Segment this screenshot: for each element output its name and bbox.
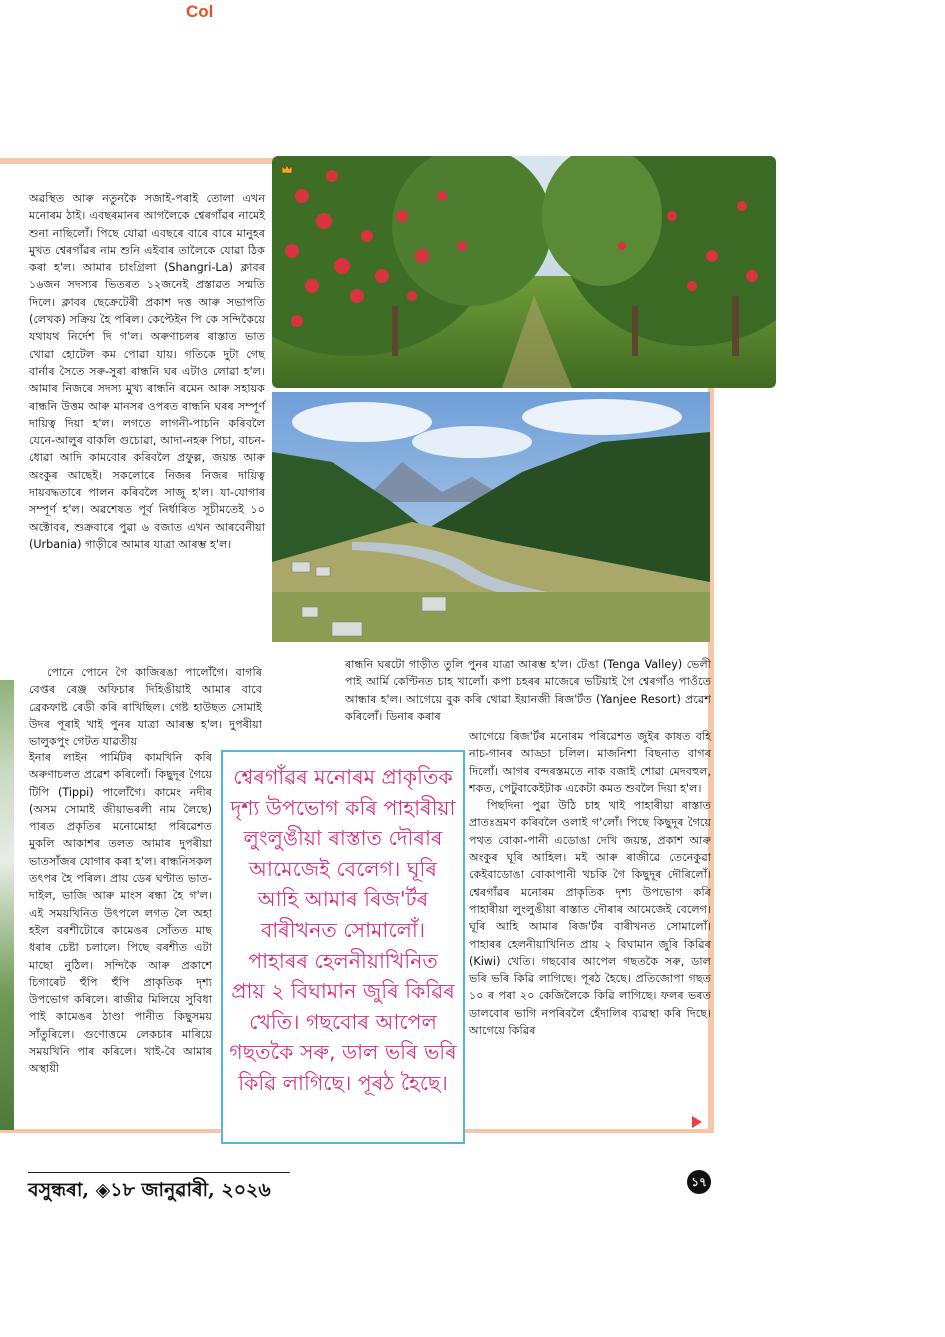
apple-orchard-illustration [272, 156, 776, 388]
paragraph: অৱস্থিত আৰু নতুনকৈ সজাই-পৰাই তোলা এখন মনোৰম ঠাই। এবছৰমানৰ আগলৈকে শ্বেৰগাঁৱৰ নামেই শুনা নাছিলোঁ। পিছে যোৱা এবছৰে বাৰে বাৰে মানুহৰ মুখত শ্বেৰগাঁৱৰ নাম শুনি এইবাৰ তালৈকে যোৱা ঠিক কৰা হ'ল। আমাৰ চাংগ্ৰিলা (Shangri-La) ক্লাবৰ ১৬জন সদস্যৰ ভিতৰত ১২জনেই প্ৰস্তাৱত সন্মতি দিলে। ক্লাবৰ ছেক্ৰেটেৰী প্ৰকাশ দত্ত আৰু সভাপতি (লেখক) সক্ৰিয় হৈ পৰিল। কেপ্টেইন পি কে সন্দিকৈয়ে যথাযথ নিৰ্দেশ দি গ'ল। অৰুণাচলৰ ৰাস্তাত ভাত খোৱা হোটেল কম পোৱা যায়। গতিকে দুটা গেছ বাৰ্নাৰ সৈতে সৰু-সুৰা ৰান্ধনি ঘৰ এটাও লোৱা হ'ল। আমাৰ নিজৰে সদস্য মুখ্য ৰান্ধনি ৰমেন আৰু সহায়ক ৰান্ধনি উত্তম আৰু মানসৰ ওপৰত ৰান্ধনি ঘৰৰ সম্পূৰ্ণ দায়িত্ব দিয়া হ'ল। লগতে লাগনী-পাচনি কৰিবলৈ যেনে-আলুৰ বাকলি গুচোৱা, আদা-নহৰু পিচা, বাচন-ধোৱা আদি কামবোৰ কৰিবলৈ প্ৰফুল্ল, জয়ন্ত আৰু অংকুৰ আছেই। সকলোৰে নিজৰ নিজৰ দায়িত্ব দায়বদ্ধতাৰে পালন কৰিবলৈ সাজু হ'ল। যা-যোগাৰ সম্পূৰ্ণ হ'ল। অৱশেষত পূৰ্ব নিৰ্ধাৰিত সূচীমতেই ১০ অক্টোবৰ, শুক্ৰবাৰে পুৱা ৬ বজাত এখন আৰবেনীয়া (Urbania) গাড়ীৰে আমাৰ যাত্ৰা আৰম্ভ হ'ল। [29, 192, 265, 551]
article-column-3-top [345, 656, 711, 725]
paragraph: পিছদিনা পুৱা উঠি চাহ খাই পাহাৰীয়া ৰাস্তাত প্ৰাতঃভ্ৰমণ কৰিবলৈ ওলাই গ'লোঁ। পিছে কিছুদূৰ গৈয়ে পথত বোকা-পানী এডোঙা দেখি জয়ন্ত, প্ৰকাশ আৰু অংকুৰ ঘূৰি আহিল। মই আৰু ৰাজীৱে তেনেকুৱা কেইবাডোঙা বোকাপানী খচকি গৈ কিছুদূৰ দৌৰিলোঁ। শ্বেৰগাঁৱৰ মনোৰম প্ৰাকৃতিক দৃশ্য উপভোগ কৰি পাহাৰীয়া লুংলুঙীয়া ৰাস্তাত দৌৰাৰ আমেজেই বেলেগ। ঘূৰি আহি আমাৰ ৰিজ'ৰ্টৰ বাৰীখনত সোমালোঁ। পাহাৰৰ হেলনীয়াখিনিত প্ৰায় ২ বিঘামান জুৰি কিৱিৰ (Kiwi) খেতি। গছবোৰ আপেল গছতকৈ সৰু, ডাল ভৰি ভৰি কিৱি লাগিছে। পূৰঠ হৈছে। প্ৰতিজোপা গছত ১০ ৰ পৰা ২০ কেজিলৈকে কিৱি লাগিছে। ফলৰ ভৰত ডালবোৰ ভাগি নপৰিবলৈ হেঁদালিৰ ব্যৱস্থা কৰি দিছে। আগেয়ে কিৱিৰ [469, 799, 711, 1038]
footer-masthead [28, 1176, 271, 1208]
apple-orchard-photo [272, 156, 776, 388]
paragraph: ৰান্ধনি ঘৰটো গাড়ীত তুলি পুনৰ যাত্ৰা আৰম্ভ হ'ল। টেঙা (Tenga Valley) ভেলী পাই আৰ্মি কেণ্টিনত চাহ খালোঁ। কপা চহৰৰ মাজেৰে ভটিয়াই গৈ শ্বেৰগাঁও পাওঁতে আন্ধাৰ হ'ল। আগেয়ে বুক কৰি থোৱা ইয়ানজী ৰিজ'ৰ্টত (Yanjee Resort) প্ৰৱেশ কৰিলোঁ। ডিনাৰ কৰাৰ [345, 658, 711, 723]
paragraph: পোনে পোনে গৈ কাজিৰঙা পালোঁগৈ। বাগৰি বেপ্তৰ ৰেঞ্জ অফিচাৰ দিহিঙীয়াই আমাৰ বাবে ব্ৰেকফাষ্ট ৰেডী কৰি ৰাখিছিল। গেষ্ট হাউছত সোমাই উদৰ পূৰাই খাই পুনৰ যাত্ৰা আৰম্ভ হ'ল। দুপৰীয়া ভালুকপুং গেটত যাৱতীয় [29, 666, 262, 749]
article-column-2-top [29, 664, 262, 750]
paragraph: আগেয়ে ৰিজ'ৰ্টৰ মনোৰম পৰিৱেশত জুইৰ কাষত বহি নাচ-গানৰ আড্ডা চলিল। মাজনিশা বিছনাত বাগৰ দিলোঁ। আগৰ বন্দৰস্তমতে নাক বজাই শোৱা মেদবহুল, শকত, পেটুবাকেইটাক একেটা কমত শুবলৈ দিয়া হ'ল। [469, 730, 711, 795]
valley-illustration [272, 392, 710, 642]
section-label: Col [186, 2, 214, 21]
publication-name: বসুন্ধৰা, [28, 1179, 89, 1201]
article-column-2 [29, 749, 212, 1078]
pull-quote-box [221, 750, 465, 1144]
footer-rule [28, 1172, 290, 1173]
crown-icon [281, 163, 293, 175]
page-number: ১৭ [687, 1170, 711, 1194]
paragraph: ইনাৰ লাইন পাৰ্মিটৰ কামখিনি কৰি অৰুণাচলত প্ৰৱেশ কৰিলোঁ। কিছুদূৰ গৈয়ে টিপি (Tippi) পালোঁগৈ। কামেং নদীৰ (অসম সোমাই জীয়াভৰলী নাম লৈছে) পাৰত প্ৰকৃতিৰ মনোমোহা পৰিৱেশত মুকলি আকাশৰ তলত আমাৰ দুপৰীয়া ভাতসাঁজৰ যোগাৰ কৰা হ'ল। ৰান্ধনিসকল তৎপৰ হৈ পৰিল। প্ৰায় ডেৰ ঘণ্টাত ভাত-দাইল, ভাজি আৰু মাংস ৰন্ধা হৈ গ'ল। এই সময়খিনিত উৎপলে লগত লৈ অহা হইল বৰশীটোৰে কামেঙৰ সোঁতত মাছ ধৰাৰ চেষ্টা চলালে। পিছে বৰশীত এটা মাছো নুঠিল। সন্দিকৈ আৰু প্ৰকাশে চিগাৰেট হুঁপি হুঁপি প্ৰাকৃতিক দৃশ্য উপভোগ কৰিলে। ৰাজীৱ মিলিয়ে সুবিধা পাই কামেঙৰ ঠাণ্ডা পানীত কিছুসময় সাঁতুৰিলে। গুণোত্তমে লেকচাৰ মাৰিয়ে সময়খিনি পাৰ কৰিলে। খাই-বৈ আমাৰ অস্থায়ী [29, 751, 212, 1076]
left-photo-strip [0, 680, 14, 1130]
issue-date: ◈১৮ জানুৱাৰী, ২০২৬ [95, 1179, 271, 1201]
pull-quote-text: শ্বেৰগাঁৱৰ মনোৰম প্ৰাকৃতিক দৃশ্য উপভোগ কৰি পাহাৰীয়া লুংলুঙীয়া ৰাস্তাত দৌৰাৰ আমেজেই বেলেগ। ঘূৰি আহি আমাৰ ৰিজ'ৰ্টৰ বাৰীখনত সোমালোঁ। পাহাৰৰ হেলনীয়াখিনিত প্ৰায় ২ বিঘামান জুৰি কিৱিৰ খেতি। গছবোৰ আপেল গছতকৈ সৰু, ডাল ভৰি ভৰি কিৱি লাগিছে। পূৰঠ হৈছে। [229, 765, 457, 1095]
valley-photo [272, 392, 710, 642]
article-column-1 [29, 190, 265, 553]
continue-arrow-icon [692, 1116, 702, 1128]
article-column-3 [469, 728, 711, 1039]
